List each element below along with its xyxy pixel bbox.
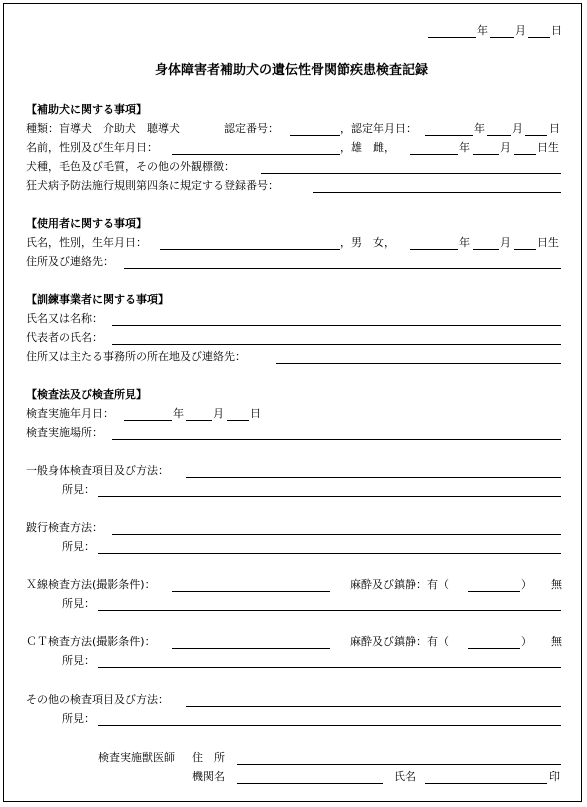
trainer-name-label: 氏名又は名称： — [26, 312, 103, 325]
cert-year-field[interactable] — [425, 135, 473, 136]
doctor-address-label: 住 所 — [192, 751, 225, 764]
date-day-blank[interactable] — [528, 37, 550, 38]
trainer-office-label: 住所又は主たる事務所の所在地及び連絡先： — [26, 350, 246, 363]
doctor-address-field[interactable] — [237, 764, 561, 765]
other-findings-field[interactable] — [98, 725, 561, 726]
page-title: 身体障害者補助犬の遺伝性骨関節疾患検査記録 — [155, 63, 429, 78]
exam-month-label: 月 — [213, 407, 224, 420]
dog-birth-month-label: 月 — [500, 141, 511, 154]
user-birth-day-field[interactable] — [514, 249, 536, 250]
ct-findings-field[interactable] — [98, 667, 561, 668]
rabies-reg-label: 狂犬病予防法施行規則第四条に規定する登録番号： — [26, 179, 279, 192]
cert-number-label: 認定番号： — [224, 122, 279, 135]
date-day-label: 日 — [551, 24, 562, 37]
date-year-label: 年 — [477, 24, 488, 37]
gait-findings-label: 所見： — [62, 540, 95, 553]
xray-anesthesia-field[interactable] — [468, 591, 520, 592]
doctor-label: 検査実施獣医師 — [98, 751, 175, 764]
date-month-blank[interactable] — [490, 37, 514, 38]
user-address-field[interactable] — [124, 268, 561, 269]
xray-exam-label: Ｘ線検査方法(撮影条件)： — [26, 578, 156, 591]
exam-day-label: 日 — [250, 407, 261, 420]
user-name-label: 氏名，性別，生年月日： — [26, 236, 147, 249]
user-sex-options[interactable]: ，男 女， — [340, 236, 395, 249]
dog-birth-year-field[interactable] — [410, 154, 458, 155]
xray-exam-field[interactable] — [172, 591, 330, 592]
doctor-name-label: 氏名 — [394, 770, 416, 783]
trainer-rep-label: 代表者の氏名： — [26, 331, 103, 344]
dog-name-field[interactable] — [172, 154, 340, 155]
general-exam-label: 一般身体検査項目及び方法： — [26, 464, 169, 477]
xray-findings-label: 所見： — [62, 597, 95, 610]
ct-anesthesia-label: 麻酔及び鎮静：有（ — [350, 635, 449, 648]
gait-findings-field[interactable] — [98, 553, 561, 554]
dog-birth-month-field[interactable] — [473, 154, 499, 155]
gait-exam-label: 跛行検査方法： — [26, 521, 103, 534]
dog-section-heading: 【補助犬に関する事項】 — [26, 103, 147, 116]
seal-label: 印 — [549, 770, 560, 783]
user-birth-month-label: 月 — [500, 236, 511, 249]
dog-sex-options[interactable]: ，雄 雌， — [340, 141, 395, 154]
user-section-heading: 【使用者に関する事項】 — [26, 217, 147, 230]
cert-day-field[interactable] — [525, 135, 547, 136]
user-birth-day-label: 日生 — [537, 236, 559, 249]
cert-month-field[interactable] — [487, 135, 511, 136]
rabies-reg-field[interactable] — [313, 192, 561, 193]
user-birth-month-field[interactable] — [473, 249, 499, 250]
trainer-section-heading: 【訓練事業者に関する事項】 — [26, 293, 169, 306]
date-year-blank[interactable] — [428, 37, 476, 38]
cert-month-label: 月 — [512, 122, 523, 135]
user-address-label: 住所及び連絡先： — [26, 255, 114, 268]
ct-anesthesia-close: ） — [521, 635, 532, 648]
dog-birth-day-label: 日生 — [537, 141, 559, 154]
gait-exam-field[interactable] — [112, 534, 561, 535]
xray-anesthesia-close: ） — [521, 578, 532, 591]
cert-date-label: ，認定年月日： — [340, 122, 417, 135]
cert-day-label: 日 — [549, 122, 560, 135]
xray-anesthesia-label: 麻酔及び鎮静：有（ — [350, 578, 449, 591]
ct-anesthesia-none[interactable]: 無 — [551, 635, 562, 648]
user-name-field[interactable] — [160, 249, 340, 250]
dog-name-label: 名前，性別及び生年月日： — [26, 141, 158, 154]
general-findings-label: 所見： — [62, 483, 95, 496]
exam-month-field[interactable] — [186, 420, 212, 421]
date-month-label: 月 — [515, 24, 526, 37]
dog-birth-day-field[interactable] — [514, 154, 536, 155]
user-birth-year-label: 年 — [459, 236, 470, 249]
trainer-rep-field[interactable] — [112, 344, 561, 345]
exam-year-field[interactable] — [124, 420, 172, 421]
exam-place-field[interactable] — [112, 439, 561, 440]
cert-number-field[interactable] — [290, 135, 340, 136]
exam-section-heading: 【検査法及び検査所見】 — [26, 388, 147, 401]
xray-anesthesia-none[interactable]: 無 — [551, 578, 562, 591]
ct-exam-label: ＣＴ検査方法(撮影条件)： — [26, 635, 156, 648]
xray-findings-field[interactable] — [98, 610, 561, 611]
general-exam-field[interactable] — [186, 477, 561, 478]
exam-place-label: 検査実施場所： — [26, 426, 103, 439]
cert-year-label: 年 — [474, 122, 485, 135]
other-exam-label: その他の検査項目及び方法： — [26, 693, 169, 706]
dog-birth-year-label: 年 — [459, 141, 470, 154]
other-findings-label: 所見： — [62, 712, 95, 725]
ct-findings-label: 所見： — [62, 654, 95, 667]
dog-types-label: 種類：盲導犬 介助犬 聴導犬 — [26, 122, 180, 135]
exam-year-label: 年 — [173, 407, 184, 420]
user-birth-year-field[interactable] — [410, 249, 458, 250]
exam-date-label: 検査実施年月日： — [26, 407, 114, 420]
general-findings-field[interactable] — [98, 496, 561, 497]
other-exam-field[interactable] — [186, 706, 561, 707]
dog-breed-field[interactable] — [261, 173, 561, 174]
doctor-name-field[interactable] — [425, 783, 547, 784]
trainer-office-field[interactable] — [276, 363, 561, 364]
ct-exam-field[interactable] — [172, 648, 330, 649]
institution-label: 機関名 — [192, 770, 225, 783]
ct-anesthesia-field[interactable] — [468, 648, 520, 649]
institution-field[interactable] — [237, 783, 383, 784]
exam-day-field[interactable] — [227, 420, 249, 421]
trainer-name-field[interactable] — [112, 325, 561, 326]
dog-breed-label: 犬種，毛色及び毛質，その他の外観標徴： — [26, 160, 235, 173]
